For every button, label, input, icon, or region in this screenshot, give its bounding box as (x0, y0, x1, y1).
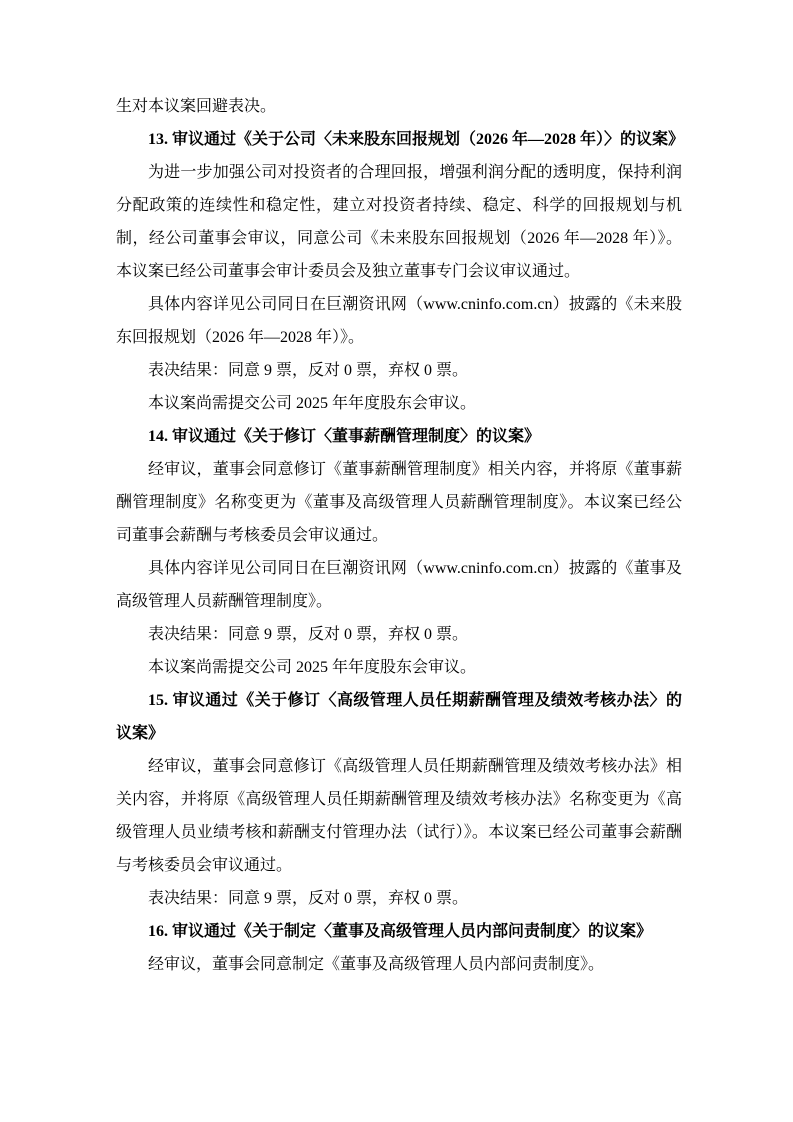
resolution-heading: 15. 审议通过《关于修订〈高级管理人员任期薪酬管理及绩效考核办法〉的议案》 (116, 692, 682, 742)
document-paragraph: 本议案尚需提交公司 2025 年年度股东会审议。 (148, 395, 477, 412)
document-paragraph: 表决结果：同意 9 票，反对 0 票，弃权 0 票。 (148, 362, 469, 379)
document-paragraph: 经审议，董事会同意制定《董事及高级管理人员内部问责制度》。 (148, 956, 605, 973)
document-paragraph: 经审议，董事会同意修订《高级管理人员任期薪酬管理及绩效考核办法》相关内容，并将原《高级管理人员任期薪酬管理及绩效考核办法》名称变更为《高级管理人员业绩考核和薪酬支付管理办法（试行）》。本议案已经公司董事会薪酬与考核委员会审议通过。 (116, 758, 682, 874)
resolution-heading: 16. 审议通过《关于制定〈董事及高级管理人员内部问责制度〉的议案》 (148, 923, 653, 940)
document-paragraph: 为进一步加强公司对投资者的合理回报，增强利润分配的透明度，保持利润分配政策的连续性和稳定性，建立对投资者持续、稳定、科学的回报规划与机制，经公司董事会审议，同意公司《未来股东回报规划（2026 年—2028 年）》。本议案已经公司董事会审计委员会及独立董事专门会议审议通过。 (116, 164, 682, 280)
document-paragraph: 经审议，董事会同意修订《董事薪酬管理制度》相关内容，并将原《董事薪酬管理制度》名称变更为《董事及高级管理人员薪酬管理制度》。本议案已经公司董事会薪酬与考核委员会审议通过。 (116, 461, 682, 544)
document-paragraph: 表决结果：同意 9 票，反对 0 票，弃权 0 票。 (148, 890, 469, 907)
document-paragraph: 具体内容详见公司同日在巨潮资讯网（www.cninfo.com.cn）披露的《未来股东回报规划（2026 年—2028 年）》。 (116, 296, 682, 346)
document-paragraph: 本议案尚需提交公司 2025 年年度股东会审议。 (148, 659, 477, 676)
document-content (116, 90, 685, 981)
resolution-heading: 13. 审议通过《关于公司〈未来股东回报规划（2026 年—2028 年）〉的议案》 (148, 131, 685, 148)
document-paragraph: 具体内容详见公司同日在巨潮资讯网（www.cninfo.com.cn）披露的《董事及高级管理人员薪酬管理制度》。 (116, 560, 682, 610)
document-paragraph: 生对本议案回避表决。 (116, 98, 277, 115)
document-paragraph: 表决结果：同意 9 票，反对 0 票，弃权 0 票。 (148, 626, 469, 643)
resolution-heading: 14. 审议通过《关于修订〈董事薪酬管理制度〉的议案》 (148, 428, 541, 445)
